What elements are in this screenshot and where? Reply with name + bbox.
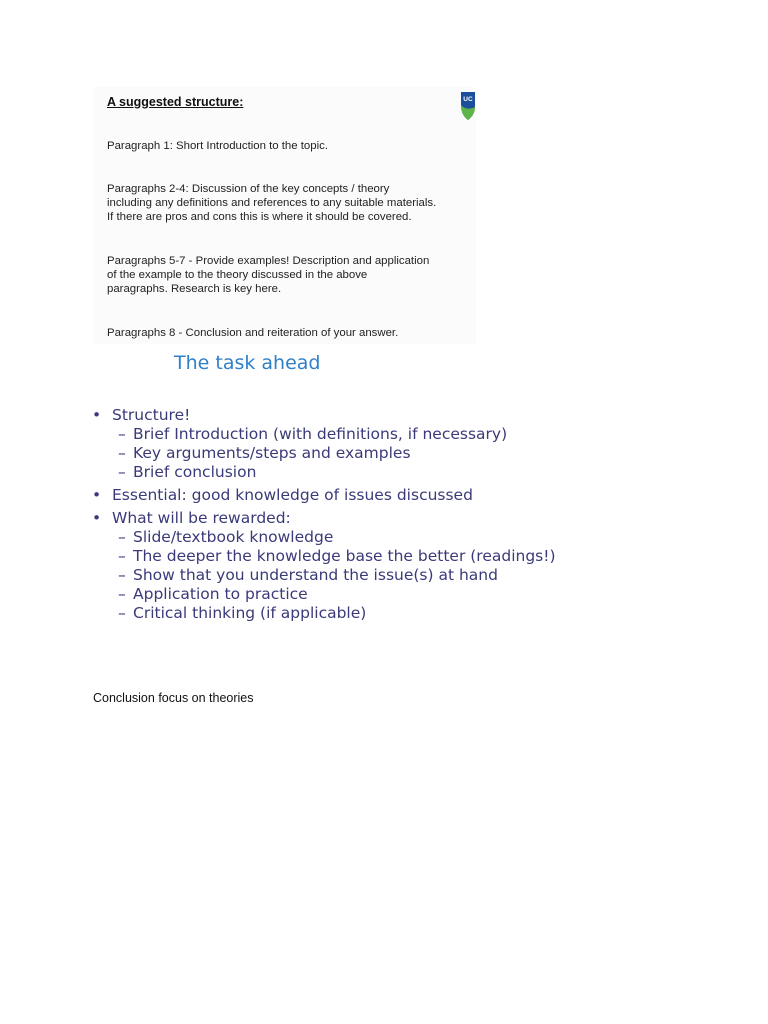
sub-item: – Key arguments/steps and examples [92, 444, 612, 463]
svg-text:UC: UC [463, 96, 473, 103]
suggested-structure-slide [93, 87, 476, 344]
sub-item: – Slide/textbook knowledge [92, 528, 612, 547]
task-ahead-list [92, 406, 612, 623]
bullet-essential: • Essential: good knowledge of issues discussed [92, 486, 612, 505]
task-ahead-title: The task ahead [174, 352, 321, 374]
sub-item: – The deeper the knowledge base the better (readings!) [92, 547, 612, 566]
sub-item: – Critical thinking (if applicable) [92, 604, 612, 623]
paragraph-8-text: Paragraphs 8 - Conclusion and reiteration of your answer. [107, 327, 399, 339]
slide-heading: A suggested structure: [107, 95, 244, 109]
conclusion-note: Conclusion focus on theories [93, 691, 254, 705]
bullet-structure: • Structure! [92, 406, 612, 425]
university-shield-logo-icon [460, 91, 476, 121]
paragraphs-5-7-text: Paragraphs 5-7 - Provide examples! Description and application of the example to the theory discussed in the above paragraphs. Research is key here. [107, 255, 430, 296]
paragraphs-2-4-text: Paragraphs 2-4: Discussion of the key concepts / theory including any definitions and references to any suitable materials. If there are pros and cons this is where it should be covered. [107, 183, 437, 224]
bullet-rewarded: • What will be rewarded: [92, 509, 612, 528]
sub-item: – Application to practice [92, 585, 612, 604]
sub-item: – Brief conclusion [92, 463, 612, 482]
paragraph-1-text: Paragraph 1: Short Introduction to the topic. [107, 140, 328, 152]
sub-item: – Show that you understand the issue(s) at hand [92, 566, 612, 585]
sub-item: – Brief Introduction (with definitions, if necessary) [92, 425, 612, 444]
